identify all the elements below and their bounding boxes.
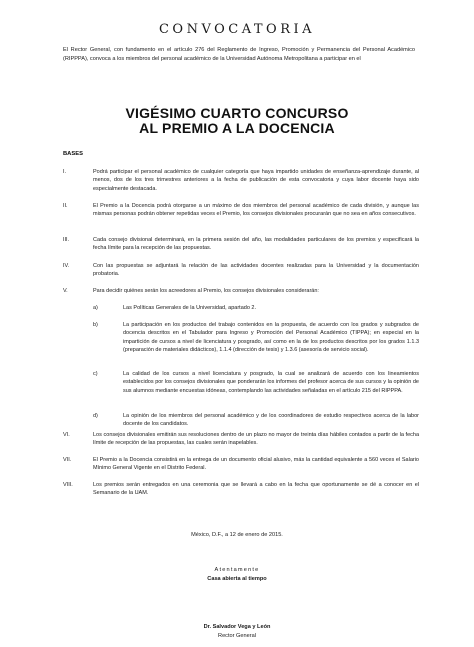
institution-motto: Casa abierta al tiempo xyxy=(207,576,267,582)
sub-item-text: Las Políticas Generales de la Universidad, apartado 2. xyxy=(123,305,256,311)
signer-name: Dr. Salvador Vega y León xyxy=(203,624,271,630)
bases-heading: BASES xyxy=(63,151,83,157)
sub-item-letter: a) xyxy=(93,305,98,311)
base-text: Para decidir quiénes serán los acreedores al Premio, los consejos divisionales considerarán: xyxy=(93,288,319,294)
signer-title: Rector General xyxy=(218,633,256,639)
base-number: VIII. xyxy=(63,482,73,488)
base-number: I. xyxy=(63,169,67,175)
base-text: Los premios serán entregados en una ceremonia que se llevará a cabo en la fecha que oportunamente se dé a conocer en el Semanario de la UAM. xyxy=(93,482,419,497)
contest-headline-line-2: AL PREMIO A LA DOCENCIA xyxy=(139,120,335,136)
base-number: II. xyxy=(63,203,68,209)
sub-item-letter: c) xyxy=(93,371,98,377)
base-number: IV. xyxy=(63,263,70,269)
base-number: VI. xyxy=(63,432,70,438)
document-title: CONVOCATORIA xyxy=(158,22,316,37)
base-number: III. xyxy=(63,237,70,243)
intro-paragraph: El Rector General, con fundamento en el artículo 276 del Reglamento de Ingreso, Promoción y Permanencia del Personal Académico (RIPPPA), convoca a los miembros del personal académico de la Universidad Autónoma Metropolitana a participar en el xyxy=(63,47,415,62)
sub-item-text: La participación en los productos del trabajo contenidos en la propuesta, de acuerdo con los grados y subgrados de docencia descritos en el Tabulador para Ingreso y Promoción del Personal Académico (TIPPA); en especial en la impartición de cursos a nivel de licenciatura y posgrado, así como en la de los productos descritos por los grados 1.1.3 (preparación de materiales didácticos), 1.1.4 (dirección de tesis) y 1.3.6 (asesoría de servicio social). xyxy=(123,322,419,353)
base-text: El Premio a la Docencia podrá otorgarse a un máximo de dos miembros del personal académico de cada división, y aunque las mismas personas podrán obtener repetidas veces el Premio, los consejos divisionales procurarán que no sea en años consecutivos. xyxy=(93,203,419,218)
sub-item-letter: d) xyxy=(93,413,98,419)
closing-greeting: Atentamente xyxy=(214,567,260,573)
base-text: Podrá participar el personal académico de cualquier categoría que haya impartido unidades de enseñanza-aprendizaje durante, al menos, dos de los tres trimestres anteriores a la fecha de publicación de esta convocatoria y cuya labor docente haya sido especialmente destacada. xyxy=(93,169,419,192)
base-text: Los consejos divisionales emitirán sus resoluciones dentro de un plazo no mayor de treinta días hábiles contados a partir de la fecha límite de recepción de las propuestas, las cuales serán inapelables. xyxy=(93,432,419,447)
base-number: V. xyxy=(63,288,68,294)
base-text: El Premio a la Docencia consistirá en la entrega de un documento oficial alusivo, más la cantidad equivalente a 560 veces el Salario Mínimo General Vigente en el Distrito Federal. xyxy=(93,457,419,472)
place-date: México, D.F., a 12 de enero de 2015. xyxy=(191,532,283,538)
contest-headline-line-1: VIGÉSIMO CUARTO CONCURSO xyxy=(125,105,349,121)
base-text: Con las propuestas se adjuntará la relación de las actividades docentes realizadas para la Universidad y la documentación probatoria. xyxy=(93,263,419,278)
sub-item-letter: b) xyxy=(93,322,98,328)
base-text: Cada consejo divisional determinará, en la primera sesión del año, las modalidades particulares de los premios y especificará la fecha límite para la recepción de las propuestas. xyxy=(93,237,419,252)
sub-item-text: La calidad de los cursos a nivel licenciatura y posgrado, la cual se analizará de acuerdo con los lineamientos establecidos por los consejos divisionales que ponderarán los informes del profesor acerca de sus cursos y la opinión de sus alumnos mediante encuestas idóneas, contemplando las actividades señaladas en el artículo 215 del RIPPPA. xyxy=(123,371,419,394)
sub-item-text: La opinión de los miembros del personal académico y de los coordinadores de estudio respectivos acerca de la labor docente de los candidatos. xyxy=(123,413,419,428)
base-number: VII. xyxy=(63,457,72,463)
